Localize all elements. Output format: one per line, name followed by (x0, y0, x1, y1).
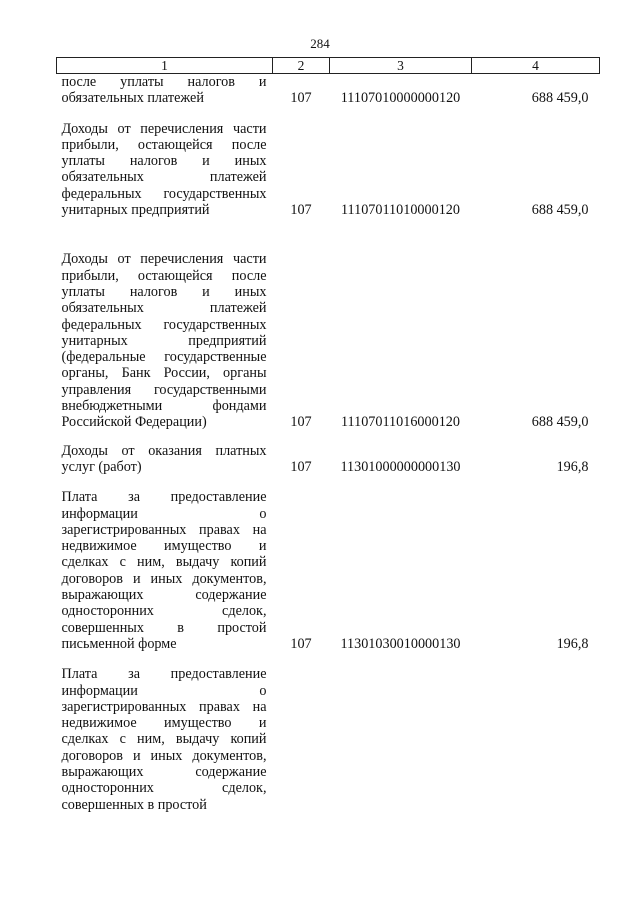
description-line: внебюджетными фондами (61, 398, 267, 415)
description-line: обязательных платежей (61, 300, 267, 317)
description-line: договоров и иных документов, (61, 570, 267, 587)
row-amount: 688 459,0 (531, 414, 589, 431)
table-header (57, 58, 600, 74)
description-line: прибыли, остающейся после (61, 136, 267, 153)
description-line: Плата за предоставление (61, 666, 267, 683)
description-line: федеральных государственных (61, 185, 267, 202)
description-line: Доходы от перечисления части (61, 251, 267, 268)
column-header-2: 2 (273, 58, 330, 74)
row-admin-code: 107 (290, 414, 312, 431)
description-line: федеральных государственных (61, 316, 267, 333)
row-admin-code: 107 (290, 458, 312, 475)
description-line: выражающих содержание (61, 587, 267, 604)
column-header-3: 3 (330, 58, 472, 74)
row-description (57, 251, 273, 430)
description-line: управления государственными (61, 381, 267, 398)
description-line: (федеральные государственные (61, 349, 267, 366)
row-description (57, 74, 273, 107)
description-line: обязательных платежей (61, 90, 204, 107)
row-amount: 688 459,0 (531, 202, 589, 219)
row-amount: 688 459,0 (531, 90, 589, 107)
table-body (57, 74, 600, 813)
column-header-4: 4 (472, 58, 600, 74)
table-row (57, 121, 600, 219)
description-line: сделках с ним, выдачу копий (61, 731, 267, 748)
table-row (57, 443, 600, 476)
row-admin-code: 107 (290, 202, 312, 219)
row-classification-code (330, 666, 472, 813)
description-line: договоров и иных документов, (61, 747, 267, 764)
table-row (57, 666, 600, 813)
description-line: недвижимое имущество и (61, 538, 267, 555)
description-line: унитарных предприятий (61, 332, 267, 349)
table-row (57, 489, 600, 652)
table-row (57, 74, 600, 107)
description-line: недвижимое имущество и (61, 715, 267, 732)
row-description (57, 489, 273, 652)
description-line: услуг (работ) (61, 458, 142, 475)
row-description (57, 121, 273, 219)
description-line: совершенных в простой (61, 796, 207, 813)
description-line: письменной форме (61, 635, 177, 652)
row-admin-code: 107 (290, 90, 312, 107)
description-line: Российской Федерации) (61, 414, 207, 431)
description-line: уплаты налогов и иных (61, 153, 267, 170)
description-line: после уплаты налогов и (61, 74, 267, 90)
row-amount: 196,8 (556, 458, 589, 475)
description-line: зарегистрированных правах на (61, 521, 267, 538)
description-line: уплаты налогов и иных (61, 283, 267, 300)
description-line: односторонних сделок, (61, 780, 267, 797)
description-line: Плата за предоставление (61, 489, 267, 506)
row-amount: 196,8 (556, 635, 589, 652)
page-number: 284 (310, 36, 330, 51)
row-classification-code: 11107011016000120 (340, 414, 460, 431)
description-line: обязательных платежей (61, 169, 267, 186)
row-description (57, 666, 273, 813)
description-line: информации о (61, 682, 267, 699)
description-line: Доходы от перечисления части (61, 120, 267, 137)
row-amount (472, 666, 600, 813)
row-classification-code: 11107011010000120 (340, 202, 460, 219)
row-classification-code: 11301000000000130 (340, 458, 461, 475)
row-admin-code: 107 (290, 635, 312, 652)
description-line: зарегистрированных правах на (61, 698, 267, 715)
row-classification-code: 11107010000000120 (340, 90, 461, 107)
description-line: прибыли, остающейся после (61, 267, 267, 284)
table-row (57, 251, 600, 430)
description-line: односторонних сделок, (61, 603, 267, 620)
description-line: информации о (61, 505, 267, 522)
description-line: выражающих содержание (61, 763, 267, 780)
column-header-1: 1 (57, 58, 273, 74)
description-line: органы, Банк России, органы (61, 365, 267, 382)
row-classification-code: 11301030010000130 (340, 635, 461, 652)
description-line: Доходы от оказания платных (61, 442, 267, 459)
revenue-table (56, 57, 600, 813)
row-admin-code (273, 666, 330, 813)
description-line: унитарных предприятий (61, 202, 210, 219)
description-line: сделках с ним, выдачу копий (61, 554, 267, 571)
row-description (57, 443, 273, 476)
description-line: совершенных в простой (61, 619, 267, 636)
